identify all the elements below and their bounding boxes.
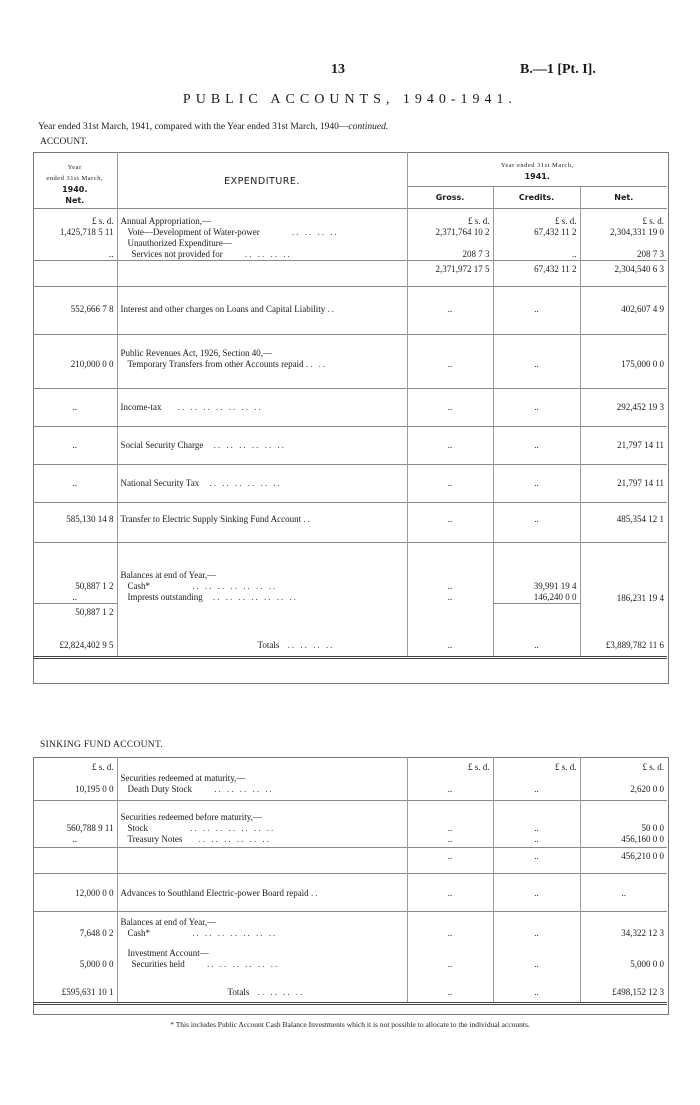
vote-label-text: Vote—Development of Water-power (127, 226, 260, 237)
sf-currency-credits: £ s. d. (493, 757, 580, 773)
vote-credits: 67,432 11 2 (493, 227, 580, 238)
table-row (33, 249, 667, 261)
account-table (33, 152, 667, 659)
interest-credits: .. (493, 286, 580, 334)
sf-stock-credits: .. (493, 823, 580, 834)
subtotal-net: 2,304,540 6 3 (580, 260, 667, 286)
prat-prev: 210,000 0 0 (70, 358, 114, 369)
totals-label: Totals .. .. .. .. (117, 632, 407, 658)
table-row (33, 834, 667, 848)
social-prev: .. (33, 427, 117, 465)
sf-investment-heading: Investment Account— (117, 948, 407, 959)
sf-inv-label-text: Securities held (131, 959, 185, 969)
prev-year-header-line2: ended 31st March, (46, 175, 104, 182)
totals-gross: .. (407, 632, 493, 658)
income-label-text: Income-tax (120, 402, 162, 412)
transfer-label-text: Transfer to Electric Supply Sinking Fund Account (120, 514, 302, 524)
income-net: 292,452 19 3 (580, 389, 667, 427)
sf-adv-label: Advances to Southland Electric-power Board repaid .. (117, 874, 407, 912)
sf-totals-label-text: Totals (227, 987, 250, 997)
interest-gross: .. (407, 286, 493, 334)
table-row (33, 465, 667, 503)
unauth-prev: .. (109, 248, 114, 259)
balances-prev-total: 50,887 1 2 (33, 604, 117, 632)
currency-label-prev: £ s. d. (33, 208, 117, 227)
table-row (33, 823, 667, 834)
sf-stock-label: Stock .. .. .. .. .. .. .. (117, 823, 407, 834)
credits-header: Credits. (493, 186, 580, 208)
table-row (33, 784, 667, 800)
transfer-gross: .. (407, 503, 493, 543)
table-row (33, 427, 667, 465)
cash-prev: 50,887 1 2 (75, 581, 114, 591)
social-gross: .. (407, 427, 493, 465)
subtotal-gross: 2,371,972 17 5 (407, 260, 493, 286)
imprest-label: Imprests outstanding .. .. .. .. .. .. .. (117, 592, 407, 604)
sf-inv-net: 5,000 0 0 (580, 959, 667, 981)
unauth-gross: 208 7 3 (407, 249, 493, 261)
sf-inv-credits: .. (493, 959, 580, 981)
cash-label-text: Cash* (127, 581, 150, 591)
sf-currency-prev: £ s. d. (91, 762, 114, 772)
prev-year-header-line3: 1940. (62, 185, 88, 194)
table-row (33, 286, 667, 334)
vote-prev: 1,425,718 5 11 (59, 226, 114, 237)
table-row (33, 928, 667, 948)
sf-death-prev: 10,195 0 0 (75, 784, 114, 794)
totals-label-text: Totals (257, 639, 280, 650)
subtotal-credits: 67,432 11 2 (493, 260, 580, 286)
unauth-label: Services not provided for .. .. .. .. (117, 249, 407, 261)
prev-year-header-line1: Year (67, 164, 82, 171)
sf-inv-gross: .. (407, 959, 493, 981)
cash-credits: 39,991 19 4 (493, 581, 580, 592)
income-gross: .. (407, 389, 493, 427)
prat-net: 175,000 0 0 (580, 359, 667, 389)
sf-cash-credits: .. (493, 928, 580, 948)
interest-label-text: Interest and other charges on Loans and Capital Liability (120, 303, 326, 314)
prev-year-net-header: Net. (65, 196, 85, 205)
currency-label-gross: £ s. d. (407, 208, 493, 227)
balances-heading: Balances at end of Year,— (117, 543, 407, 582)
sf-death-gross: .. (407, 784, 493, 800)
vote-label: Vote—Development of Water-power .. .. .. .. (117, 227, 407, 238)
sf-inv-prev: 5,000 0 0 (79, 959, 114, 969)
imprest-label-text: Imprests outstanding (127, 592, 203, 602)
sf-balances-heading: Balances at end of Year,— (117, 912, 407, 929)
gross-header: Gross. (407, 186, 493, 208)
current-year-header (407, 152, 667, 186)
sf-totals-gross: .. (407, 981, 493, 1003)
sf-death-net: 2,620 0 0 (580, 784, 667, 800)
sf-tnotes-label: Treasury Notes .. .. .. .. .. .. (117, 834, 407, 848)
annual-appropriation-heading: Annual Appropriation,— (117, 208, 407, 227)
sinking-fund-section-title: SINKING FUND ACCOUNT. (40, 740, 164, 750)
sf-death-label: Death Duty Stock .. .. .. .. .. (117, 784, 407, 800)
prev-year-header (33, 152, 117, 208)
table-row (33, 592, 667, 604)
income-prev: .. (33, 389, 117, 427)
sf-adv-gross: .. (407, 874, 493, 912)
sf-adv-label-text: Advances to Southland Electric-power Board repaid (120, 888, 309, 898)
social-net: 21,797 14 11 (580, 427, 667, 465)
sf-totals-credits: .. (493, 981, 580, 1003)
income-label: Income-tax .. .. .. .. .. .. .. (117, 389, 407, 427)
sf-tnotes-gross: .. (407, 834, 493, 848)
sf-cash-label: Cash* .. .. .. .. .. .. .. (117, 928, 407, 948)
document-reference: B.—1 [Pt. I]. (520, 62, 596, 77)
table-row (33, 359, 667, 389)
transfer-prev: 585,130 14 8 (33, 503, 117, 543)
table-row (33, 260, 667, 286)
national-label-text: National Security Tax (120, 478, 200, 488)
sf-stock-label-text: Stock (127, 822, 149, 833)
table-row (33, 503, 667, 543)
totals-credits: .. (493, 632, 580, 658)
social-label: Social Security Charge .. .. .. .. .. .. (117, 427, 407, 465)
sf-death-credits: .. (493, 784, 580, 800)
vote-gross: 2,371,764 10 2 (407, 227, 493, 238)
prat-credits: .. (493, 359, 580, 389)
sf-currency-gross: £ s. d. (407, 757, 493, 773)
account-section-title: ACCOUNT. (40, 137, 88, 147)
page-title: PUBLIC ACCOUNTS, 1940-1941. (182, 92, 518, 107)
sf-stock-net: 50 0 0 (580, 823, 667, 834)
vote-net: 2,304,331 19 0 (580, 227, 667, 238)
cash-label: Cash* .. .. .. .. .. .. .. (117, 581, 407, 592)
transfer-net: 485,354 12 1 (580, 503, 667, 543)
sf-totals-net: £498,152 12 3 (580, 981, 667, 1003)
sf-adv-net: .. (580, 874, 667, 912)
unauth-net: 208 7 3 (580, 249, 667, 261)
sf-inv-label: Securities held .. .. .. .. .. .. (117, 959, 407, 981)
social-label-text: Social Security Charge (120, 440, 204, 450)
totals-prev: £2,824,402 9 5 (33, 632, 117, 658)
sf-adv-prev: 12,000 0 0 (33, 874, 117, 912)
table-row (33, 389, 667, 427)
sf-tnotes-credits: .. (493, 834, 580, 848)
national-credits: .. (493, 465, 580, 503)
imprest-gross: .. (407, 592, 493, 604)
income-credits: .. (493, 389, 580, 427)
sf-stock-prev: 560,788 9 11 (66, 822, 114, 833)
national-gross: .. (407, 465, 493, 503)
transfer-label: Transfer to Electric Supply Sinking Fund Account .. (117, 503, 407, 543)
cash-gross: .. (407, 581, 493, 592)
sf-matured-heading: Securities redeemed at maturity,— (117, 773, 407, 784)
totals-net: £3,889,782 11 6 (580, 632, 667, 658)
imprest-credits: 146,240 0 0 (493, 592, 580, 604)
national-label: National Security Tax .. .. .. .. .. .. (117, 465, 407, 503)
sf-sub-net: 456,210 0 0 (580, 848, 667, 874)
currency-label-net: £ s. d. (580, 208, 667, 227)
footnote: * This includes Public Account Cash Balance Investments which it is not possible to allocate to the individual accounts. (170, 1020, 530, 1029)
unauthorized-heading: Unauthorized Expenditure— (117, 238, 407, 249)
prat-label-text: Temporary Transfers from other Accounts repaid (127, 358, 304, 369)
national-prev: .. (33, 465, 117, 503)
table-row (33, 874, 667, 912)
prat-gross: .. (407, 359, 493, 389)
interest-net: 402,607 4 9 (580, 286, 667, 334)
sf-currency-net: £ s. d. (580, 757, 667, 773)
intro-main: Year ended 31st March, 1941, compared with the Year ended 31st March, 1940— (38, 122, 349, 132)
intro-italic: continued. (348, 122, 389, 132)
sf-totals-prev: £595,631 10 1 (33, 981, 117, 1003)
sf-death-label-text: Death Duty Stock (127, 784, 192, 794)
sf-tnotes-label-text: Treasury Notes (127, 833, 183, 844)
sf-adv-credits: .. (493, 874, 580, 912)
unauth-credits: .. (493, 249, 580, 261)
current-year-header-line1: Year ended 31st March, (500, 162, 574, 169)
table-row (33, 604, 667, 632)
sf-sub-gross: .. (407, 848, 493, 874)
national-net: 21,797 14 11 (580, 465, 667, 503)
unauth-label-text: Services not provided for (131, 248, 223, 259)
sf-sub-credits: .. (493, 848, 580, 874)
sf-tnotes-prev: .. (72, 833, 77, 844)
imprest-prev: .. (72, 592, 77, 602)
balances-net: 186,231 19 4 (580, 592, 667, 604)
sf-cash-prev: 7,648 0 2 (79, 928, 114, 938)
expenditure-header: EXPENDITURE. (117, 152, 407, 208)
sf-cash-label-text: Cash* (127, 928, 150, 938)
sinking-fund-table (33, 757, 667, 1005)
sf-cash-gross: .. (407, 928, 493, 948)
sf-cash-net: 34,322 12 3 (580, 928, 667, 948)
intro-line (38, 122, 388, 132)
totals-row (33, 632, 667, 658)
public-revenues-heading: Public Revenues Act, 1926, Section 40,— (117, 334, 407, 359)
table-row (33, 581, 667, 592)
table-row (33, 959, 667, 981)
table-row (33, 848, 667, 874)
current-year-header-line2: 1941. (524, 172, 550, 181)
transfer-credits: .. (493, 503, 580, 543)
interest-prev: 552,666 7 8 (33, 286, 117, 334)
sf-totals-label: Totals .. .. .. .. (117, 981, 407, 1003)
social-credits: .. (493, 427, 580, 465)
sf-stock-gross: .. (407, 823, 493, 834)
sf-totals-row (33, 981, 667, 1003)
prat-label: Temporary Transfers from other Accounts repaid .. .. (117, 359, 407, 389)
currency-label-credits: £ s. d. (493, 208, 580, 227)
table-row (33, 227, 667, 238)
sf-tnotes-net: 456,160 0 0 (580, 834, 667, 848)
net-header: Net. (580, 186, 667, 208)
sf-before-heading: Securities redeemed before maturity,— (117, 800, 407, 823)
interest-label: Interest and other charges on Loans and Capital Liability .. (117, 286, 407, 334)
page-number: 13 (331, 62, 345, 77)
